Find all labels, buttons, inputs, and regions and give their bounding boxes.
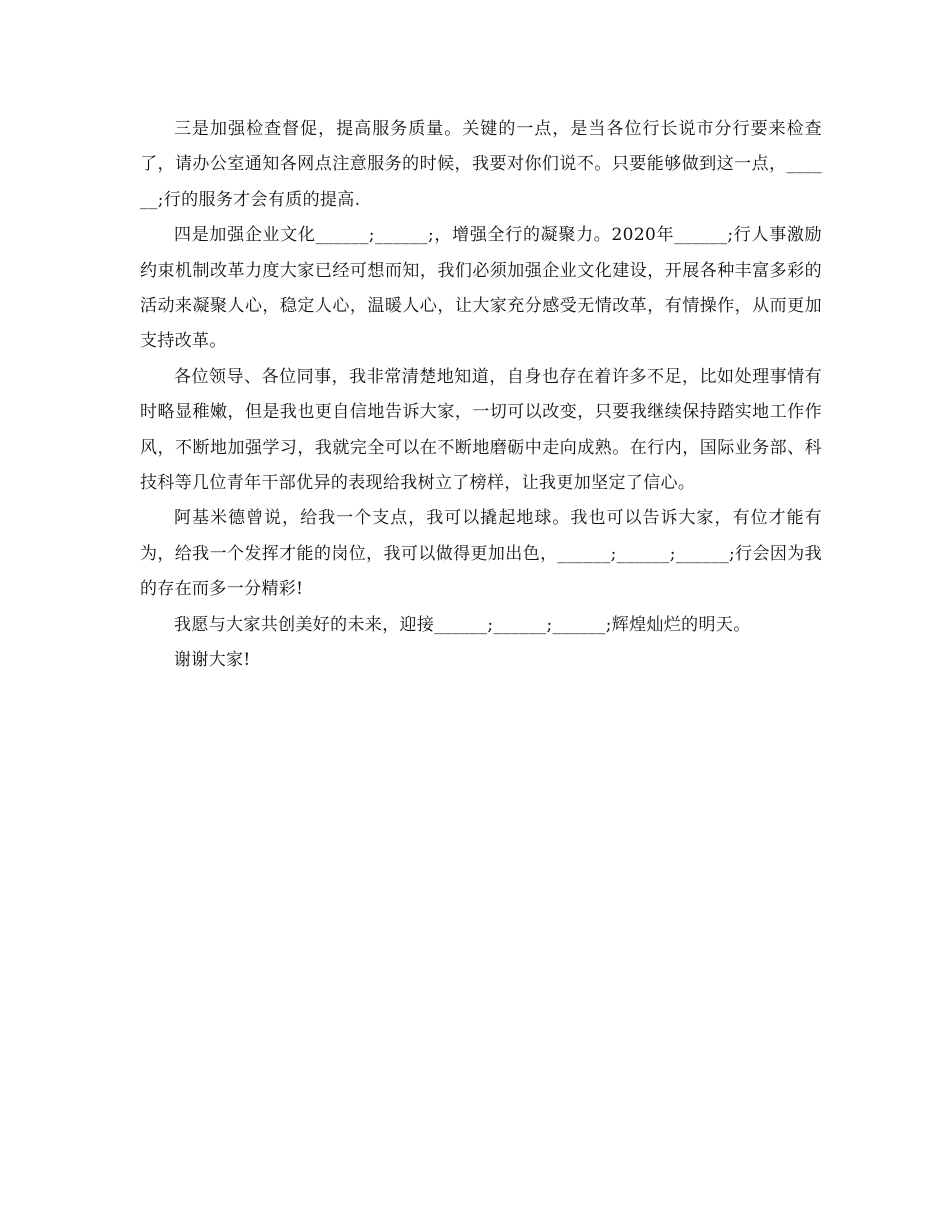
- paragraph-inspection: 三是加强检查督促，提高服务质量。关键的一点，是当各位行长说市分行要来检查了，请办公室通知各网点注意服务的时候，我要对你们说不。只要能够做到这一点，______;行的服务才会有质的提高.: [140, 119, 822, 210]
- paragraph-self-assessment: 各位领导、各位同事，我非常清楚地知道，自身也存在着许多不足，比如处理事情有时略显稚嫩，但是我也更自信地告诉大家，一切可以改变，只要我继续保持踏实地工作作风，不断地加强学习，我就完全可以在不断地磨砺中走向成熟。在行内，国际业务部、科技科等几位青年干部优异的表现给我树立了榜样，让我更加坚定了信心。: [140, 366, 822, 494]
- paragraph-corporate-culture: 四是加强企业文化______;______;，增强全行的凝聚力。2020年______;行人事激励约束机制改革力度大家已经可想而知，我们必须加强企业文化建设，开展各种丰富多彩的活动来凝聚人心，稳定人心，温暖人心，让大家充分感受无情改革，有情操作，从而更加支持改革。: [140, 225, 822, 352]
- document-body: [140, 112, 822, 679]
- paragraph-future: 我愿与大家共创美好的未来，迎接______;______;______;辉煌灿烂的明天。: [174, 614, 751, 635]
- paragraph-archimedes: 阿基米德曾说，给我一个支点，我可以撬起地球。我也可以告诉大家，有位才能有为，给我一个发挥才能的岗位，我可以做得更加出色，______;______;______;行会因为我的存在而多一分精彩!: [140, 508, 822, 600]
- paragraph-thanks: 谢谢大家!: [174, 650, 251, 671]
